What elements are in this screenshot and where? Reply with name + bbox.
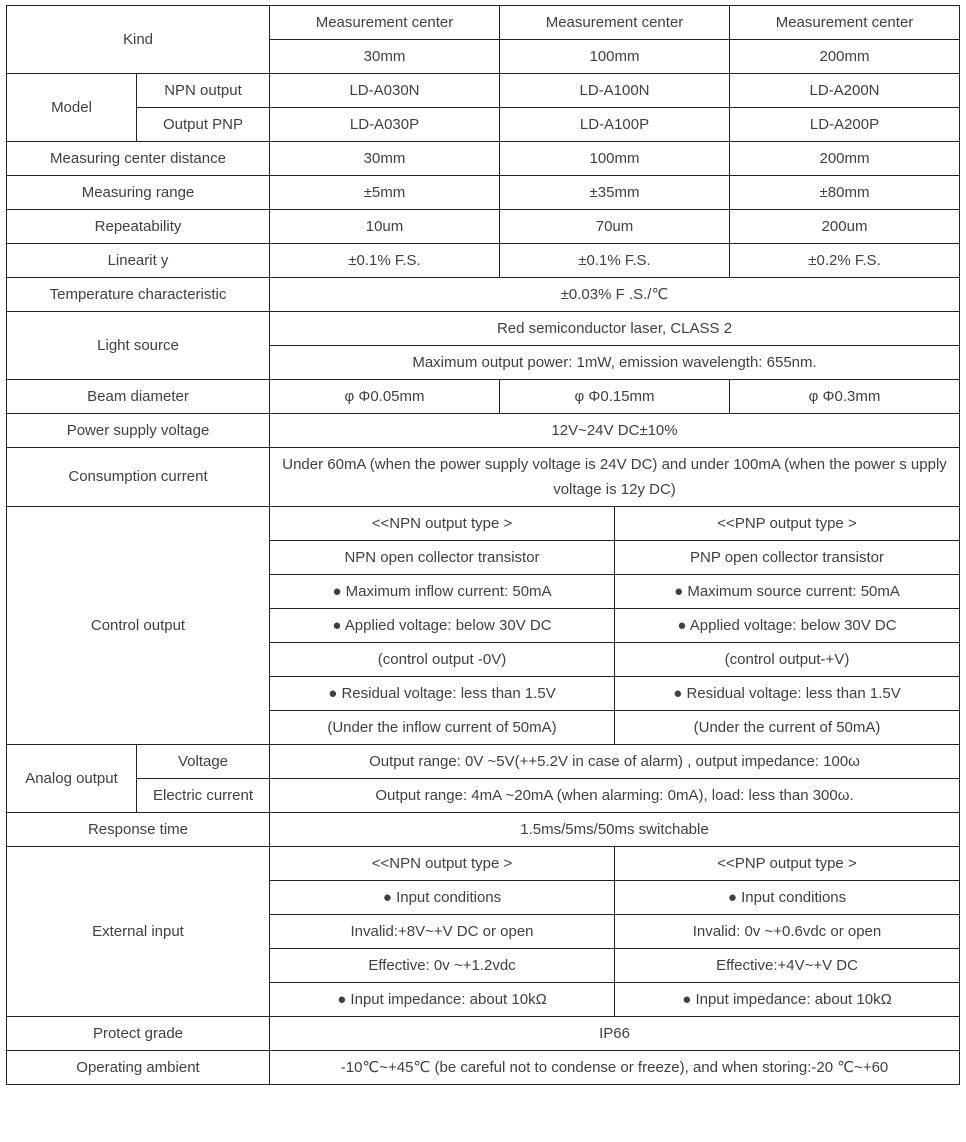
external-pnp-line4: Effective:+4V~+V DC (615, 949, 960, 983)
table-row (7, 244, 960, 278)
model-label: Model (7, 74, 137, 142)
control-pnp-line4: ● Applied voltage: below 30V DC (615, 609, 960, 643)
range-label: Measuring range (7, 176, 270, 210)
kind-label: Kind (7, 6, 270, 74)
external-pnp-line2: ● Input conditions (615, 881, 960, 915)
table-row (7, 414, 960, 448)
range-1: ±5mm (270, 176, 500, 210)
control-pnp-line7: (Under the current of 50mA) (615, 711, 960, 745)
table-row (7, 813, 960, 847)
table-row (7, 380, 960, 414)
table-row (7, 312, 960, 346)
external-npn-line4: Effective: 0v ~+1.2vdc (270, 949, 615, 983)
power-supply-label: Power supply voltage (7, 414, 270, 448)
external-input-label: External input (7, 847, 270, 1017)
control-pnp-line6: ● Residual voltage: less than 1.5V (615, 677, 960, 711)
table-row (7, 1051, 960, 1085)
table-row (7, 278, 960, 312)
consumption-value: Under 60mA (when the power supply voltage is 24V DC) and under 100mA (when the power s upply voltage is 12y DC) (270, 448, 960, 507)
center-distance-2: 100mm (500, 142, 730, 176)
external-pnp-line5: ● Input impedance: about 10kΩ (615, 983, 960, 1017)
repeatability-1: 10um (270, 210, 500, 244)
operating-ambient-label: Operating ambient (7, 1051, 270, 1085)
linearity-1: ±0.1% F.S. (270, 244, 500, 278)
control-npn-line1: <<NPN output type > (270, 507, 615, 541)
beam-1: φ Φ0.05mm (270, 380, 500, 414)
external-npn-line2: ● Input conditions (270, 881, 615, 915)
model-pnp-label: Output PNP (137, 108, 270, 142)
table-row (7, 1017, 960, 1051)
center-distance-label: Measuring center distance (7, 142, 270, 176)
light-source-label: Light source (7, 312, 270, 380)
response-time-value: 1.5ms/5ms/50ms switchable (270, 813, 960, 847)
external-pnp-line3: Invalid: 0v ~+0.6vdc or open (615, 915, 960, 949)
control-pnp-line5: (control output-+V) (615, 643, 960, 677)
table-row (7, 779, 960, 813)
table-row (7, 847, 960, 881)
spec-table-wrapper (6, 5, 959, 1085)
table-row (7, 176, 960, 210)
analog-current-value: Output range: 4mA ~20mA (when alarming: 0mA), load: less than 300ω. (270, 779, 960, 813)
table-row (7, 74, 960, 108)
kind-distance-3: 200mm (730, 40, 960, 74)
model-npn-3: LD-A200N (730, 74, 960, 108)
temperature-value: ±0.03% F .S./℃ (270, 278, 960, 312)
table-row (7, 448, 960, 507)
table-row (7, 6, 960, 40)
specification-table (6, 5, 960, 1085)
light-source-line2: Maximum output power: 1mW, emission wavelength: 655nm. (270, 346, 960, 380)
linearity-label: Linearit y (7, 244, 270, 278)
power-supply-value: 12V~24V DC±10% (270, 414, 960, 448)
response-time-label: Response time (7, 813, 270, 847)
table-row (7, 507, 960, 541)
table-row (7, 210, 960, 244)
analog-current-label: Electric current (137, 779, 270, 813)
control-npn-line3: ● Maximum inflow current: 50mA (270, 575, 615, 609)
kind-header-3: Measurement center (730, 6, 960, 40)
control-npn-line4: ● Applied voltage: below 30V DC (270, 609, 615, 643)
kind-distance-1: 30mm (270, 40, 500, 74)
analog-voltage-value: Output range: 0V ~5V(++5.2V in case of alarm) , output impedance: 100ω (270, 745, 960, 779)
model-pnp-1: LD-A030P (270, 108, 500, 142)
repeatability-3: 200um (730, 210, 960, 244)
control-npn-line6: ● Residual voltage: less than 1.5V (270, 677, 615, 711)
consumption-label: Consumption current (7, 448, 270, 507)
control-npn-line2: NPN open collector transistor (270, 541, 615, 575)
light-source-line1: Red semiconductor laser, CLASS 2 (270, 312, 960, 346)
control-output-label: Control output (7, 507, 270, 745)
table-row (7, 745, 960, 779)
operating-ambient-value: -10℃~+45℃ (be careful not to condense or freeze), and when storing:-20 ℃~+60 (270, 1051, 960, 1085)
table-row (7, 108, 960, 142)
model-pnp-2: LD-A100P (500, 108, 730, 142)
range-2: ±35mm (500, 176, 730, 210)
analog-output-label: Analog output (7, 745, 137, 813)
repeatability-2: 70um (500, 210, 730, 244)
kind-header-2: Measurement center (500, 6, 730, 40)
external-npn-line3: Invalid:+8V~+V DC or open (270, 915, 615, 949)
control-npn-line5: (control output -0V) (270, 643, 615, 677)
model-npn-1: LD-A030N (270, 74, 500, 108)
model-npn-2: LD-A100N (500, 74, 730, 108)
repeatability-label: Repeatability (7, 210, 270, 244)
temperature-label: Temperature characteristic (7, 278, 270, 312)
control-npn-line7: (Under the inflow current of 50mA) (270, 711, 615, 745)
analog-voltage-label: Voltage (137, 745, 270, 779)
range-3: ±80mm (730, 176, 960, 210)
control-pnp-line1: <<PNP output type > (615, 507, 960, 541)
beam-3: φ Φ0.3mm (730, 380, 960, 414)
table-row (7, 142, 960, 176)
control-pnp-line3: ● Maximum source current: 50mA (615, 575, 960, 609)
protect-grade-value: IP66 (270, 1017, 960, 1051)
model-pnp-3: LD-A200P (730, 108, 960, 142)
linearity-2: ±0.1% F.S. (500, 244, 730, 278)
protect-grade-label: Protect grade (7, 1017, 270, 1051)
linearity-3: ±0.2% F.S. (730, 244, 960, 278)
beam-2: φ Φ0.15mm (500, 380, 730, 414)
kind-header-1: Measurement center (270, 6, 500, 40)
kind-distance-2: 100mm (500, 40, 730, 74)
external-npn-line5: ● Input impedance: about 10kΩ (270, 983, 615, 1017)
control-pnp-line2: PNP open collector transistor (615, 541, 960, 575)
model-npn-label: NPN output (137, 74, 270, 108)
beam-label: Beam diameter (7, 380, 270, 414)
external-pnp-line1: <<PNP output type > (615, 847, 960, 881)
center-distance-3: 200mm (730, 142, 960, 176)
external-npn-line1: <<NPN output type > (270, 847, 615, 881)
center-distance-1: 30mm (270, 142, 500, 176)
